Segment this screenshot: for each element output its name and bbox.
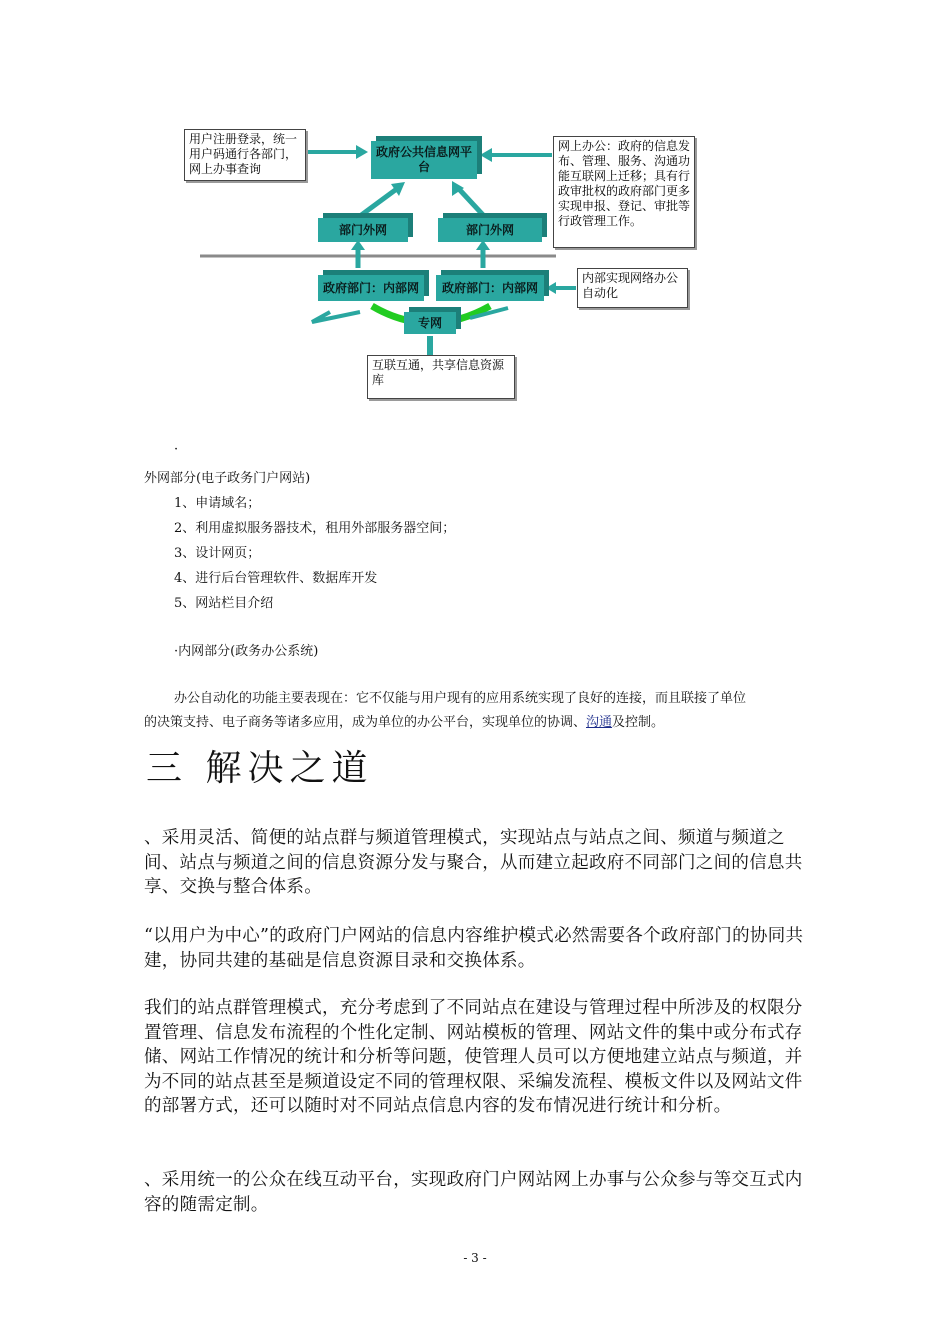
oa-paragraph-line1: 办公自动化的功能主要表现在：它不仅能与用户现有的应用系统实现了良好的连接，而且联接了单位 [174,691,747,706]
note-shared-resource-library: 互联互通，共享信息资源库 [367,355,515,399]
section-heading: 三 解决之道 [146,748,374,789]
private-network-block: 专网 [404,312,456,334]
dept-intranet-left-block: 政府部门：内部网 [318,275,424,301]
solution-paragraph-1: 、采用灵活、简便的站点群与频道管理模式，实现站点与站点之间、频道与频道之间、站点与频道之间的信息资源分发与聚合，从而建立起政府不同部门之间的信息共享、交换与整合体系。 [144,828,803,897]
note-user-login: 用户注册登录，统一用户码通行各部门，网上办事查询 [184,129,306,181]
note-online-office: 网上办公：政府的信息发布、管理、服务、沟通功能互联网上迁移；具有行政审批权的政府部门更多实现申报、登记、审批等行政管理工作。 [553,136,695,248]
page-number: - 3 - [463,1251,487,1265]
dept-intranet-right-block: 政府部门：内部网 [436,275,544,301]
arrow-ext-right-up [458,188,484,216]
solution-paragraph-4: 、采用统一的公众在线互动平台，实现政府门户网站网上办事与公众参与等交互式内容的随需定制。 [144,1170,803,1215]
arrow-right-to-platform-head [480,148,492,162]
outer-item-3: 3、设计网页； [174,546,261,561]
bullet-dot: · [174,442,179,457]
outer-item-1: 1、申请域名； [174,496,261,511]
dept-extranet-right-block: 部门外网 [438,218,542,242]
oa-paragraph-text-a: 的决策支持、电子商务等诸多应用，成为单位的办公平台，实现单位的协调、 [144,715,587,730]
outer-item-4: 4、进行后台管理软件、数据库开发 [174,571,378,586]
outer-network-title: 外网部分(电子政务门户网站) [144,471,311,486]
solution-paragraph-3: 我们的站点群管理模式，充分考虑到了不同站点在建设与管理过程中所涉及的权限分置管理、信息发布流程的个性化定制、网站模板的管理、网站文件的集中或分布式存储、网站工作情况的统计和分析等问题，使管理人员可以方便地建立站点与频道，并为不同的站点甚至是频道设定不同的管理权限、采编发流程、模板文件以及网站文件的部署方式，还可以随时对不同站点信息内容的发布情况进行统计和分析。 [144,998,803,1116]
communication-link[interactable]: 沟通 [586,715,613,730]
oa-paragraph-text-b: 及控制。 [612,715,665,730]
note-internal-office-automation: 内部实现网络办公自动化 [577,268,688,308]
arrow-ext-left-up [360,188,398,216]
outer-item-5: 5、网站栏目介绍 [174,596,274,611]
e-gov-network-diagram [0,0,950,420]
solution-paragraph-2: “以用户为中心”的政府门户网站的信息内容维护模式必然需要各个政府部门的协同共建，协同共建的基础是信息资源目录和交换体系。 [144,926,804,971]
oa-paragraph-line2 [144,714,664,732]
loop-arrow-left [312,312,360,322]
inner-network-title: ·内网部分(政务办公系统) [174,644,319,659]
public-info-platform-block: 政府公共信息网平台 [371,141,477,179]
outer-item-2: 2、利用虚拟服务器技术，租用外部服务器空间； [174,521,456,536]
arrow-left-to-platform-head [356,145,368,159]
dept-extranet-left-block: 部门外网 [318,218,408,242]
